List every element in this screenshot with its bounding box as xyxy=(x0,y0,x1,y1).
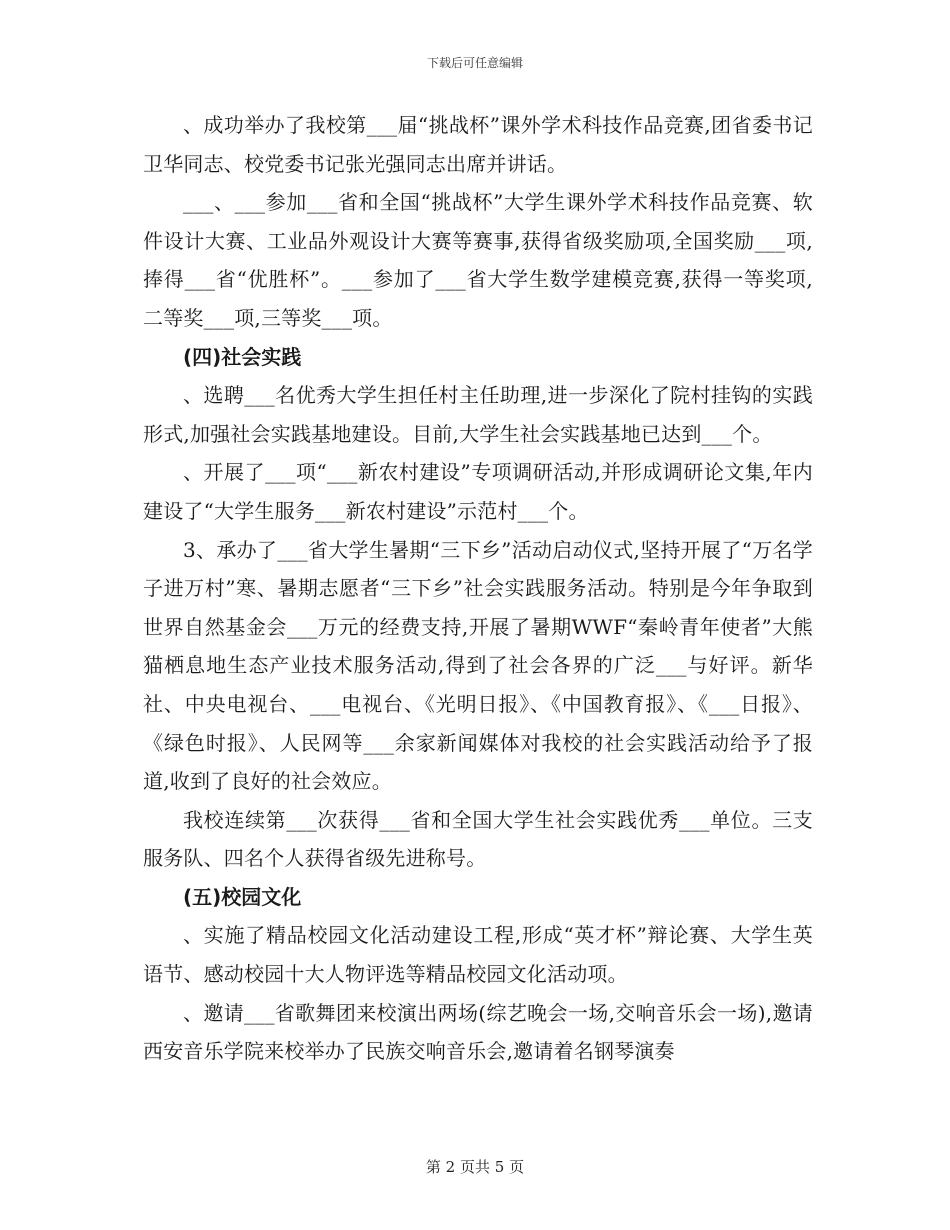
page-footer: 第 2 页共 5 页 xyxy=(425,1158,525,1176)
paragraph-rural-research: 、开展了___项“___新农村建设”专项调研活动,并形成调研论文集,年内建设了“大学生服务___新农村建设”示范村___个。 xyxy=(143,460,813,523)
paragraph-culture-project: 、实施了精品校园文化活动建设工程,形成“英才杯”辩论赛、大学生英语节、感动校园十大人物评选等精品校园文化活动项。 xyxy=(143,923,813,987)
paragraph-summer-activities: 3、承办了___省大学生暑期“三下乡”活动启动仪式,坚持开展了“万名学子进万村”寒、暑期志愿者“三下乡”社会实践服务活动。特别是今年争取到世界自然基金会___万元的经费支持,开展了暑期WWF“秦岭青年使者”大熊猫栖息地生态产业技术服务活动,得到了社会各界的广泛___与好评。新华社、中央电视台、___电视台、《光明日报》、《中国教育报》、《___日报》、《绿色时报》、人民网等___余家新闻媒体对我校的社会实践活动给予了报道,收到了良好的社会效应。 xyxy=(143,537,813,794)
paragraph-competitions: ___、___参加___省和全国“挑战杯”大学生课外学术科技作品竞赛、软件设计大赛、工业品外观设计大赛等赛事,获得省级奖励项,全国奖励___项,捧得___省“优胜杯”。___参加了___省大学生数学建模竞赛,获得一等奖项,二等奖___项,三等奖___项。 xyxy=(143,190,813,330)
section-heading-social-practice: (四)社会实践 xyxy=(183,344,302,369)
page-header: 下载后可任意编辑 xyxy=(426,56,523,70)
section-heading-campus-culture: (五)校园文化 xyxy=(183,884,302,909)
paragraph-performances: 、邀请___省歌舞团来校演出两场(综艺晚会一场,交响音乐会一场),邀请西安音乐学院来校举办了民族交响音乐会,邀请着名钢琴演奏 xyxy=(143,1000,813,1064)
paragraph-village-assistants: 、选聘___名优秀大学生担任村主任助理,进一步深化了院村挂钩的实践形式,加强社会实践基地建设。目前,大学生社会实践基地已达到___个。 xyxy=(143,383,813,446)
document-body xyxy=(143,106,813,1071)
paragraph-challenge-cup: 、成功举办了我校第___届“挑战杯”课外学术科技作品竞赛,团省委书记卫华同志、校党委书记张光强同志出席并讲话。 xyxy=(143,113,813,176)
paragraph-awards: 我校连续第___次获得___省和全国大学生社会实践优秀___单位。三支服务队、四名个人获得省级先进称号。 xyxy=(143,807,813,871)
